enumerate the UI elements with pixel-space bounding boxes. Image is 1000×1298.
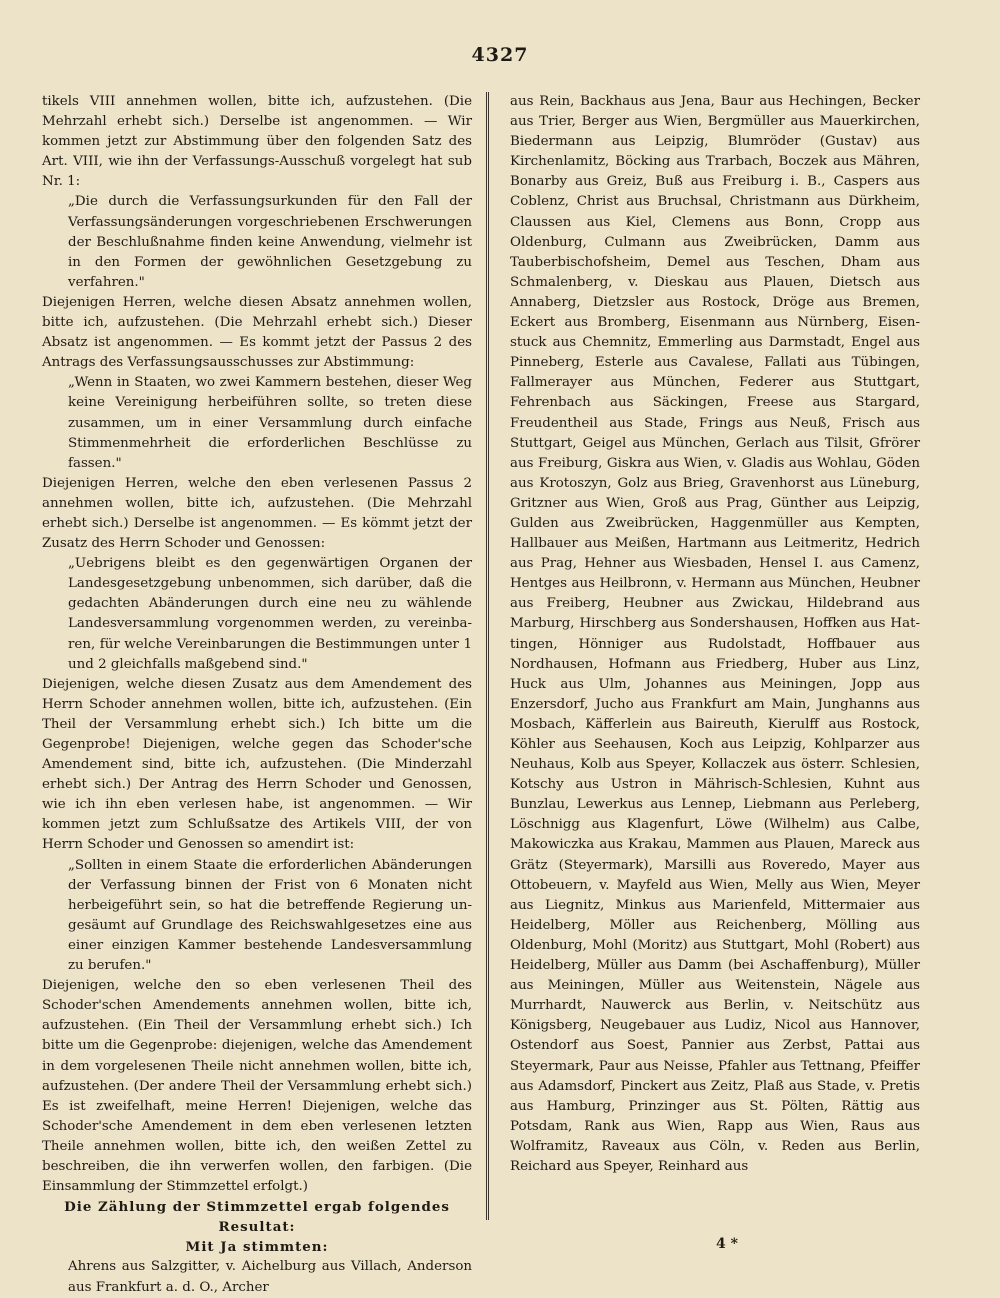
page-number: 4327 [471,44,529,66]
quoted-motion: „Uebrigens bleibt es den gegenwärtigen Organen der Landesgesetzgebung unbenommen, sich darüber, daß die gedachten Abänderungen durch eine neu zu wählende Landesversammlung vorgenommen werden, zu vereinbaren, für welche Vereinbarungen die Bestimmungen unter 1 und 2 gleichfalls maßgebend sind." [68,556,472,672]
quoted-motion: „Die durch die Verfassungsurkunden für den Fall der Verfassungsänderungen vorgeschriebenen Erschwerungen der Beschlußnahme finden keine Anwendung, vielmehr ist in den Formen der gewöhnlichen Gesetzgebung zu verfahren." [68,194,472,290]
names-list-start: Ahrens aus Salzgitter, v. Aichelburg aus Villach, Anderson aus Frankfurt a. d. O., Archer [68,1259,472,1295]
yes-votes-heading: Mit Ja stimmten: [185,1239,329,1256]
left-column [42,92,472,1298]
paragraph: Diejenigen, welche diesen Zusatz aus dem Amendement des Herrn Schoder annehmen wollen, bitte ich, aufzustehen. (Ein Theil der Versammlung erhebt sich.) Ich bitte um die Gegenprobe! Diejenigen, welche gegen das Schoder'sche Amendement sind, bitte ich, aufzustehen. (Die Minderzahl erhebt sich.) Der Antrag des Herrn Schoder und Genossen, wie ich ihn eben verlesen habe, ist angenommen. — Wir kommen jetzt zum Schlußsatze des Artikels VIII, der von Herrn Schoder und Genossen so amendirt ist: [42,676,472,853]
paragraph: tikels VIII annehmen wollen, bitte ich, aufzustehen. (Die Mehrzahl erhebt sich.) Derselbe ist angenommen. — Wir kommen jetzt zur Abstimmung über den folgenden Satz des Art. VIII, wie ihn der Verfassungs-Ausschuß vorgelegt hat sub Nr. 1: [42,94,472,190]
quoted-motion: „Wenn in Staaten, wo zwei Kammern bestehen, dieser Weg keine Vereinigung herbeiführen sollte, so treten diese zusammen, um in einer Versammlung durch einfache Stimmenmehrheit die erforderlichen Beschlüsse zu fassen." [68,375,472,471]
names-list: aus Rein, Backhaus aus Jena, Baur aus Hechingen, Becker aus Trier, Berger aus Wien, Bergmüller aus Mauerkirchen, Biedermann aus Leipzig, Blumröder (Gustav) aus Kirchenlamitz, Böcking aus Trarbach, Boczek aus Mähren, Bonarby aus Greiz, Buß aus Freiburg i. B., Caspers aus Coblenz, Christ aus Bruchsal, Christmann aus Dürkheim, Claussen aus Kiel, Clemens aus Bonn, Cropp aus Oldenburg, Culmann aus Zweibrücken, Damm aus Tauberbischofsheim, Demel aus Teschen, Dham aus Schmalenberg, v. Dieskau aus Plauen, Dietsch aus Annaberg, Dietzsler aus Rostock, Dröge aus Bremen, Eckert aus Bromberg, Eisenmann aus Nürnberg, Eisenstuck aus Chemnitz, Emmerling aus Darmstadt, Engel aus Pinneberg, Esterle aus Cavalese, Fallati aus Tübingen, Fallmerayer aus München, Federer aus Stuttgart, Fehrenbach aus Säckingen, Freese aus Stargard, Freudentheil aus Stade, Frings aus Neuß, Frisch aus Stuttgart, Geigel aus München, Gerlach aus Tilsit, Gfrörer aus Freiburg, Giskra aus Wien, v. Gladis aus Wohlau, Göden aus Krotoszyn, Golz aus Brieg, Gravenhorst aus Lüneburg, Gritzner aus Wien, Groß aus Prag, Günther aus Leipzig, Gulden aus Zweibrücken, Haggenmüller aus Kempten, Hallbauer aus Meißen, Hartmann aus Leitmeritz, Hedrich aus Prag, Hehner aus Wiesbaden, Hensel I. aus Camenz, Hentges aus Heilbronn, v. Hermann aus München, Heubner aus Freiberg, Heubner aus Zwickau, Hildebrand aus Marburg, Hirschberg aus Sondershausen, Hoffken aus Hattingen, Hönniger aus Rudolstadt, Hoffbauer aus Nordhausen, Hofmann aus Friedberg, Huber aus Linz, Huck aus Ulm, Johannes aus Meiningen, Jopp aus Enzersdorf, Jucho aus Frankfurt am Main, Junghanns aus Mosbach, Käfferlein aus Baireuth, Kierulff aus Rostock, Köhler aus Seehausen, Koch aus Leipzig, Kohlparzer aus Neuhaus, Kolb aus Speyer, Kollaczek aus österr. Schlesien, Kotschy aus Ustron in Mährisch-Schlesien, Kuhnt aus Bunzlau, Lewerkus aus Lennep, Liebmann aus Perleberg, Löschnigg aus Klagenfurt, Löwe (Wilhelm) aus Calbe, Makowiczka aus Krakau, Mammen aus Plauen, Mareck aus Grätz (Steyermark), Marsilli aus Roveredo, Mayer aus Ottobeuern, v. Mayfeld aus Wien, Melly aus Wien, Meyer aus Liegnitz, Minkus aus Marienfeld, Mittermaier aus Heidelberg, Möller aus Reichenberg, Mölling aus Oldenburg, Mohl (Moritz) aus Stuttgart, Mohl (Robert) aus Heidelberg, Müller aus Damm (bei Aschaffenburg), Müller aus Meiningen, Müller aus Weitenstein, Nägele aus Murrhardt, Nauwerck aus Berlin, v. Neitschütz aus Königsberg, Neugebauer aus Ludiz, Nicol aus Hannover, Ostendorf aus Soest, Pannier aus Zerbst, Pattai aus Steyermark, Paur aus Neisse, Pfahler aus Tettnang, Pfeiffer aus Adamsdorf, Pinckert aus Zeitz, Plaß aus Stade, v. Pretis aus Hamburg, Prinzinger aus St. Pölten, Rättig aus Potsdam, Rank aus Wien, Rapp aus Wien, Raus aus Wolframitz, Raveaux aus Cöln, v. Reden aus Berlin, Reichard aus Speyer, Reinhard aus [510,94,920,1174]
paragraph: Diejenigen Herren, welche den eben verlesenen Passus 2 annehmen wollen, bitte ich, aufzustehen. (Die Mehrzahl erhebt sich.) Derselbe ist angenommen. — Es kömmt jetzt der Zusatz des Herrn Schoder und Genossen: [42,475,472,552]
signature-mark: 4 * [716,1236,738,1252]
right-column [510,92,920,1177]
quoted-motion: „Sollten in einem Staate die erforderlichen Abänderungen der Verfassung binnen der Frist von 6 Monaten nicht herbeigeführt sein, so hat die betreffende Regierung ungesäumt auf Grundlage des Reichswahlgesetzes eine aus einer einzigen Kammer bestehende Landesversammlung zu berufen." [68,857,472,974]
column-divider [486,92,489,1220]
paragraph: Diejenigen, welche den so eben verlesenen Theil des Schoder'schen Amendements annehmen wollen, bitte ich, aufzustehen. (Ein Theil der Versammlung erhebt sich.) Ich bitte um die Gegenprobe: diejenigen, welche das Amendement in dem vorgelesenen Theile nicht annehmen wollen, bitte ich, aufzustehen. (Der andere Theil der Versammlung erhebt sich.) Es ist zweifelhaft, meine Herren! Diejenigen, welche das Schoder'sche Amendement in dem eben verlesenen letzten Theile annehmen wollen, bitte ich, den weißen Zettel zu beschreiben, die ihn verwerfen wollen, den farbigen. (Die Einsammlung der Stimmzettel erfolgt.) [42,978,472,1195]
paragraph: Diejenigen Herren, welche diesen Absatz annehmen wollen, bitte ich, aufzustehen. (Die Mehrzahl erhebt sich.) Dieser Absatz ist angenommen. — Es kommt jetzt der Passus 2 des Antrags des Verfassungsausschusses zur Abstimmung: [42,294,472,371]
result-heading: Die Zählung der Stimmzettel ergab folgendes Resultat: [64,1199,450,1236]
